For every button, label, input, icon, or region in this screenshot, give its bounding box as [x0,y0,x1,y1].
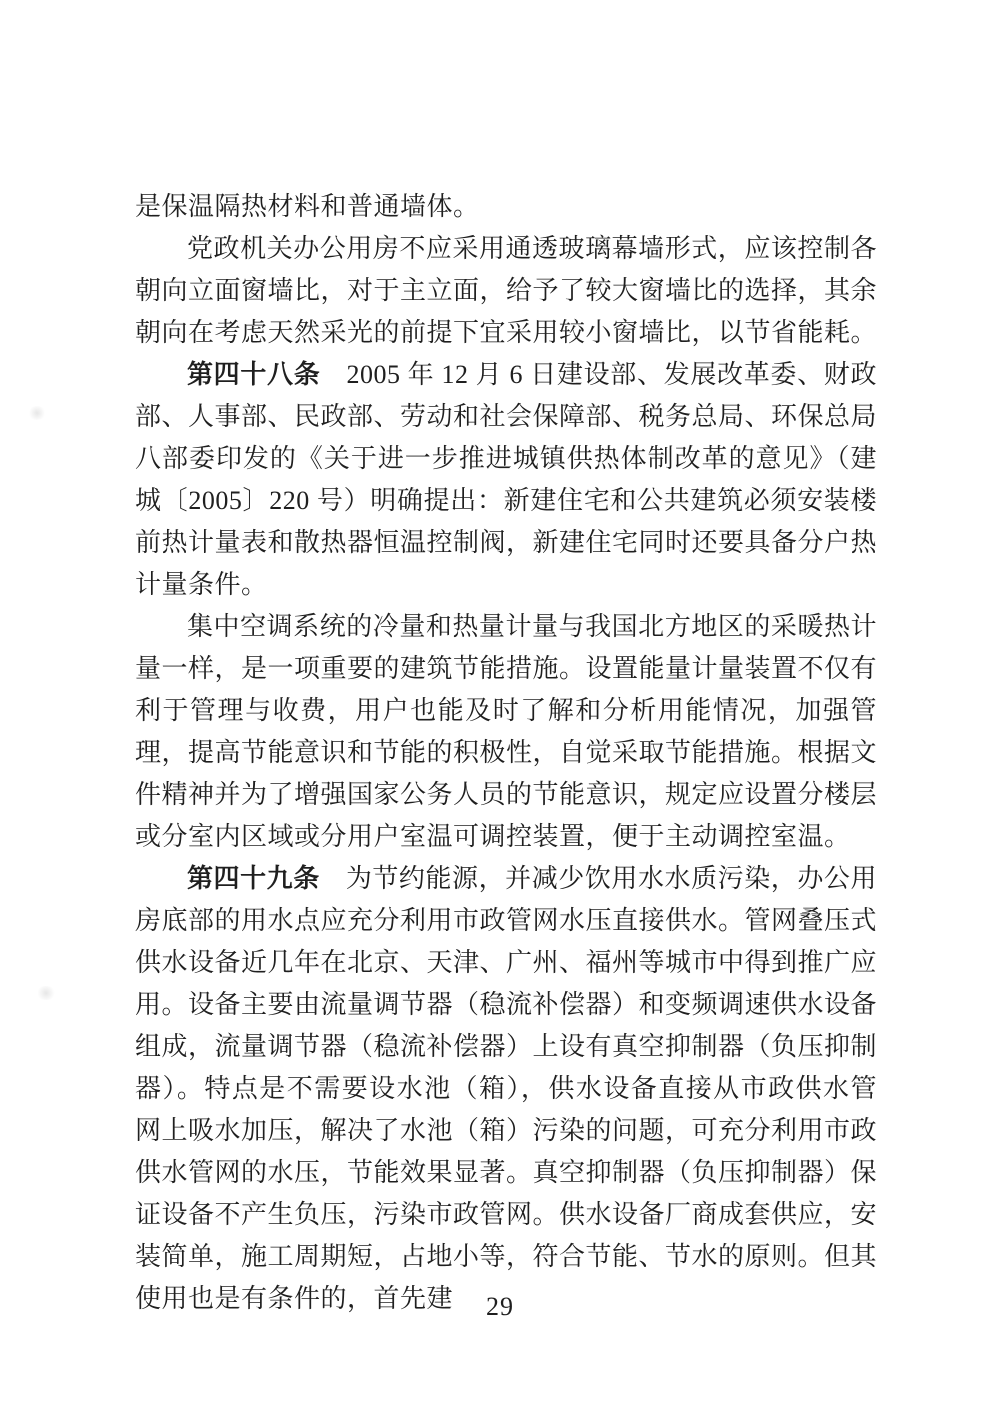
scan-artifact [36,986,56,1000]
paragraph [135,858,877,1320]
article-number-48: 第四十八条 [187,360,321,389]
paragraph-text: 为节约能源，并减少饮用水水质污染，办公用房底部的用水点应充分利用市政管网水压直接供水。管网叠压式供水设备近几年在北京、天津、广州、福州等城市中得到推广应用。设备主要由流量调节器（稳流补偿器）和变频调速供水设备组成，流量调节器（稳流补偿器）上设有真空抑制器（负压抑制器）。特点是不需要设水池（箱），供水设备直接从市政供水管网上吸水加压，解决了水池（箱）污染的问题，可充分利用市政供水管网的水压，节能效果显著。真空抑制器（负压抑制器）保证设备不产生负压，污染市政管网。供水设备厂商成套供应，安装简单，施工周期短，占地小等，符合节能、节水的原则。但其使用也是有条件的，首先建 [135,864,878,1313]
paragraph-text: 党政机关办公用房不应采用通透玻璃幕墙形式，应该控制各朝向立面窗墙比，对于主立面，给予了较大窗墙比的选择，其余朝向在考虑天然采光的前提下宜采用较小窗墙比，以节省能耗。 [135,234,878,347]
scan-artifact [28,406,46,420]
page-number: 29 [486,1292,514,1321]
paragraph-text: 2005 年 12 月 6 日建设部、发展改革委、财政部、人事部、民政部、劳动和社会保障部、税务总局、环保总局八部委印发的《关于进一步推进城镇供热体制改革的意见》（建城〔2005〕220 号）明确提出：新建住宅和公共建筑必须安装楼前热计量表和散热器恒温控制阀，新建住宅同时还要具备分户热计量条件。 [135,360,878,599]
paragraph-text: 是保温隔热材料和普通墙体。 [135,192,480,221]
article-number-49: 第四十九条 [187,864,320,893]
paragraph [135,186,877,228]
paragraph [135,354,877,606]
body-text [135,186,877,1320]
paragraph [135,606,877,858]
paragraph [135,228,877,354]
paragraph-text: 集中空调系统的冷量和热量计量与我国北方地区的采暖热计量一样，是一项重要的建筑节能措施。设置能量计量装置不仅有利于管理与收费，用户也能及时了解和分析用能情况，加强管理，提高节能意识和节能的积极性，自觉采取节能措施。根据文件精神并为了增强国家公务人员的节能意识，规定应设置分楼层或分室内区域或分用户室温可调控装置，便于主动调控室温。 [135,612,878,851]
